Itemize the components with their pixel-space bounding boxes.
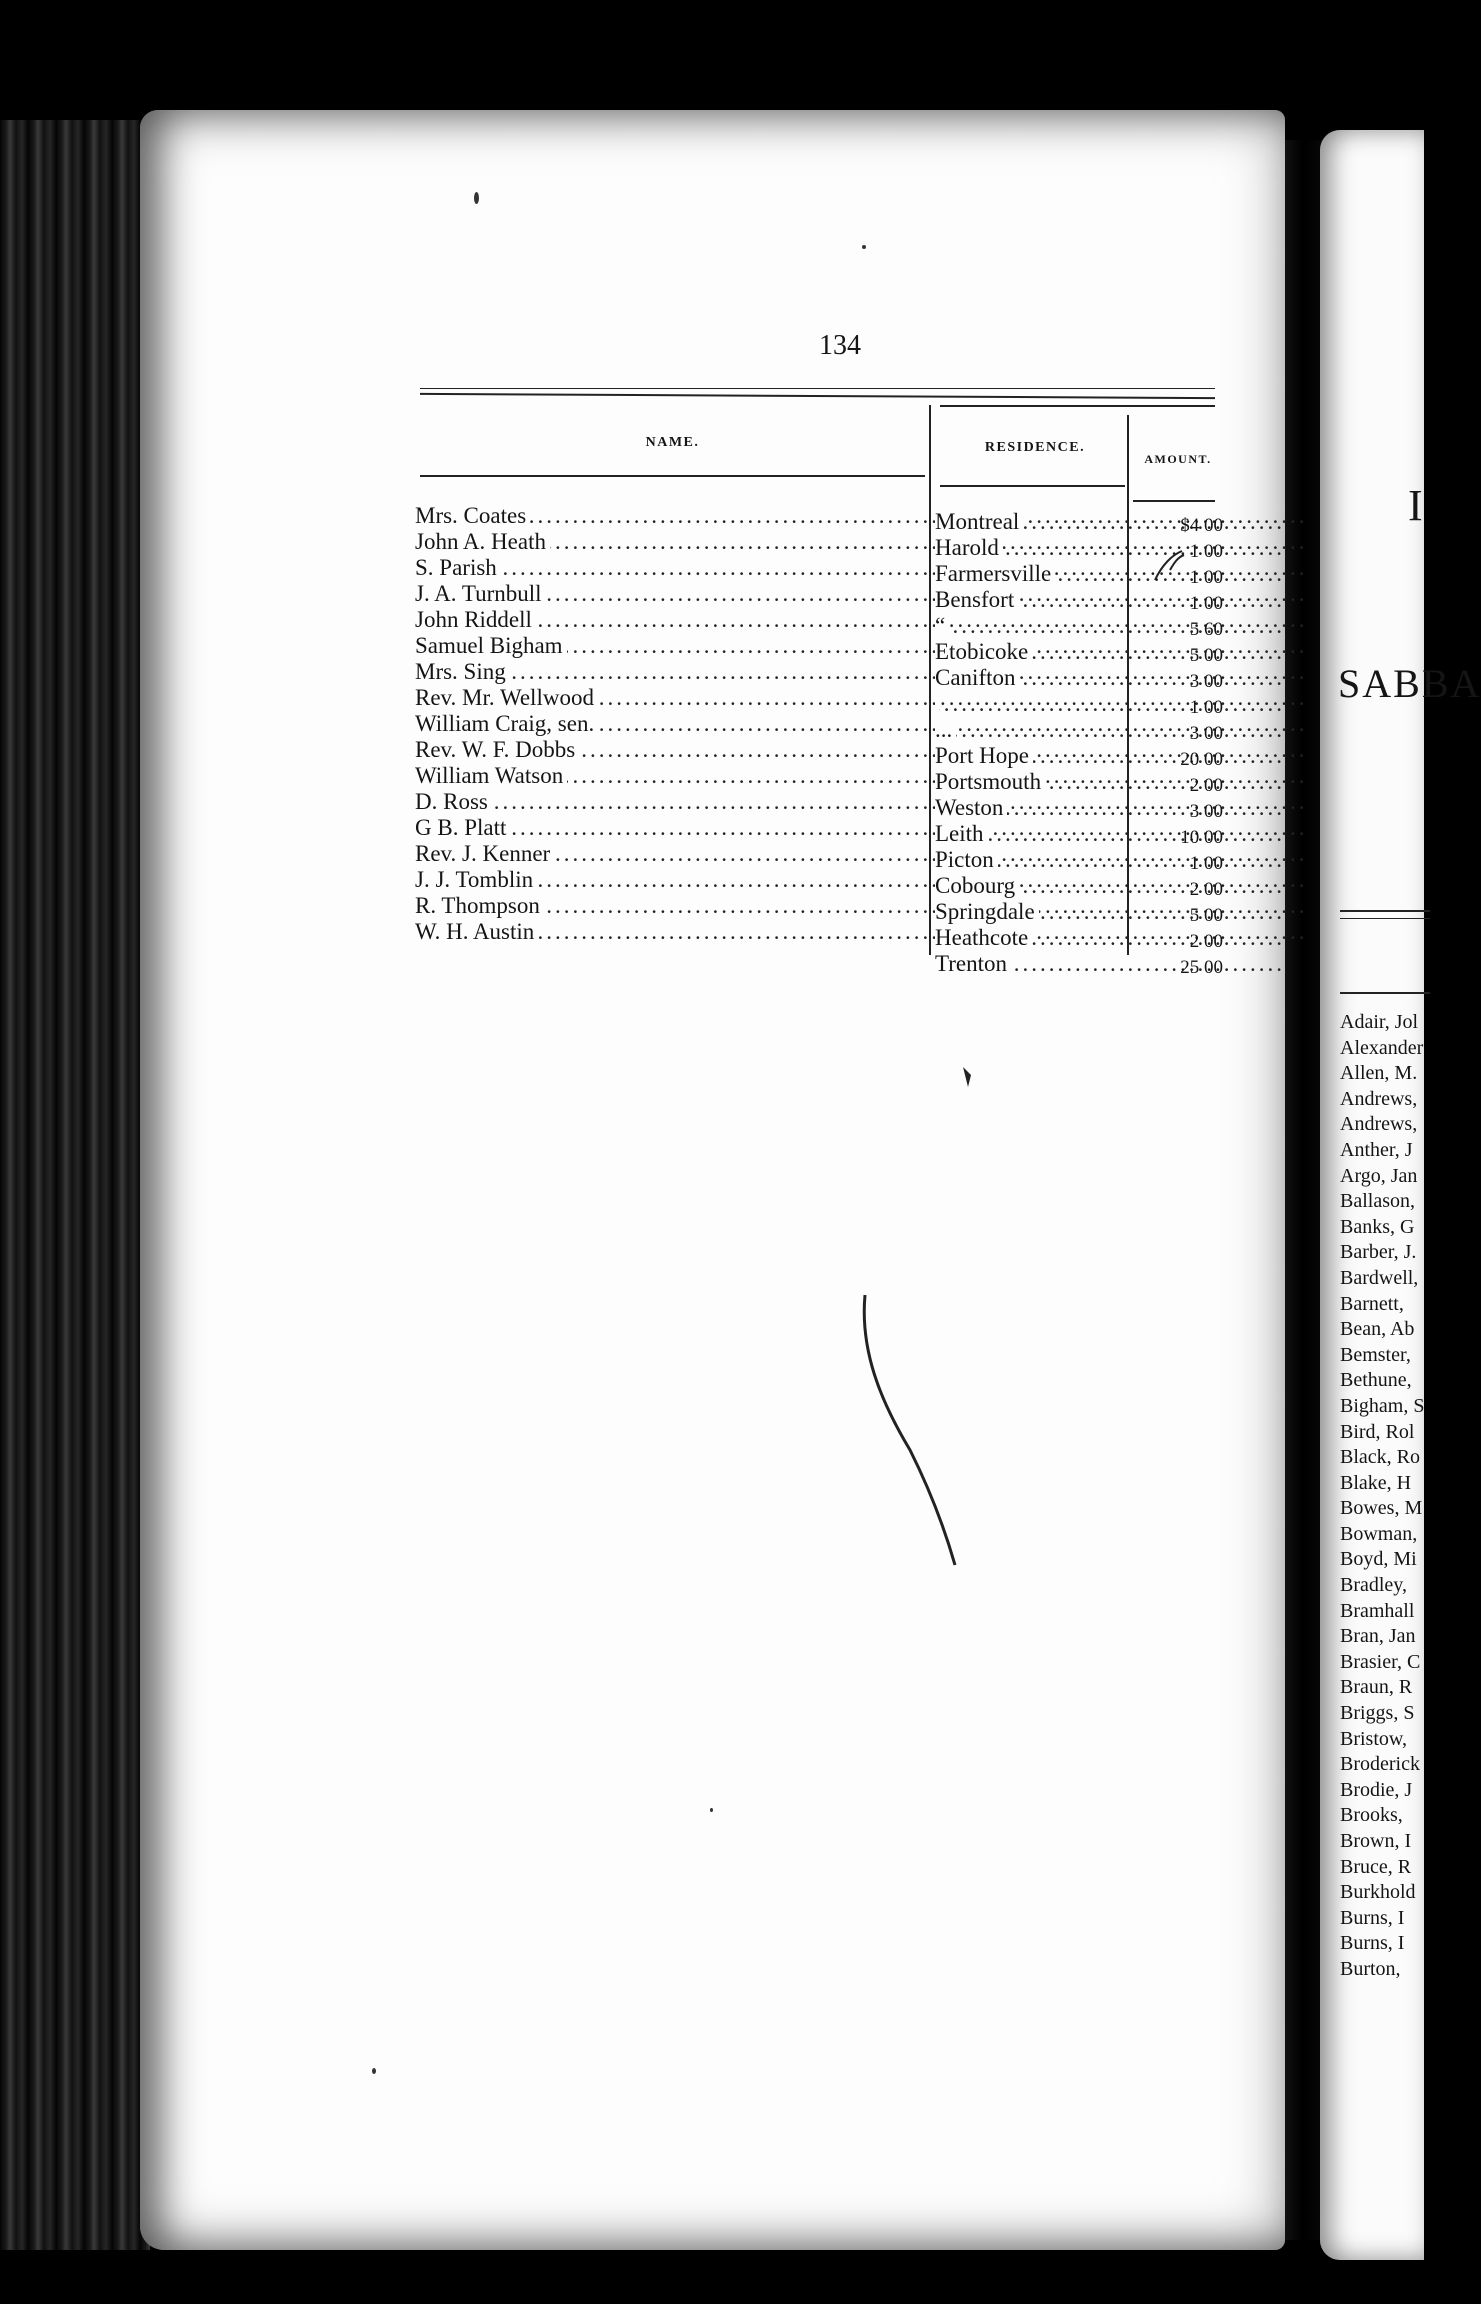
index-entry: Bowman, [1340, 1522, 1418, 1545]
index-entry: Brodie, J [1340, 1778, 1413, 1801]
index-entry: Barnett, [1340, 1292, 1404, 1315]
index-entry: Boyd, Mi [1340, 1548, 1417, 1571]
index-entry: Briggs, S [1340, 1702, 1415, 1725]
index-entry: Ballason, [1340, 1190, 1415, 1213]
index-entry: Alexander [1340, 1036, 1424, 1059]
donor-name: William Watson [415, 763, 567, 788]
donor-name: D. Ross [415, 789, 492, 814]
amount-cell: 3 00 [1189, 723, 1223, 744]
donor-name: Rev. J. Kenner [415, 841, 554, 866]
header-rule-name [420, 475, 925, 477]
residence: Etobicoke [935, 639, 1032, 664]
amount-cell: 2 00 [1189, 879, 1223, 900]
facing-rule-3 [1340, 992, 1430, 994]
index-entry: Bardwell, [1340, 1266, 1419, 1289]
index-entry: Bran, Jan [1340, 1625, 1416, 1648]
residence: Weston [935, 795, 1007, 820]
index-entry: Bemster, [1340, 1343, 1411, 1366]
amount-cell: 5 00 [1189, 905, 1223, 926]
index-entry: Bristow, [1340, 1727, 1408, 1750]
amount-cell: 10 00 [1180, 827, 1223, 848]
donor-name: R. Thompson [415, 893, 544, 918]
amount-cell: 5 60 [1189, 619, 1223, 640]
donor-name: John Riddell [415, 607, 536, 632]
speck [862, 245, 866, 249]
index-entry: Bowes, M [1340, 1497, 1423, 1520]
facing-index-list [1340, 1010, 1424, 1983]
donor-name: G B. Platt [415, 815, 510, 840]
index-entry: Barber, J. [1340, 1241, 1417, 1264]
index-entry: Adair, Jol [1340, 1011, 1419, 1033]
index-entry: Broderick [1340, 1753, 1420, 1776]
top-rule-thin [420, 388, 1215, 389]
facing-rule-2 [1340, 918, 1430, 919]
residence [935, 691, 939, 716]
top-rule-third [940, 405, 1215, 407]
residence: Springdale [935, 899, 1039, 924]
donor-name: Mrs. Sing [415, 659, 510, 684]
index-entry: Burns, I [1340, 1906, 1405, 1929]
residence: Leith [935, 821, 988, 846]
amount-cell: 3 00 [1189, 801, 1223, 822]
ink-blot [960, 1065, 974, 1089]
pen-stroke-mark [850, 1290, 970, 1570]
residence: Portsmouth [935, 769, 1045, 794]
index-entry: Bethune, [1340, 1369, 1412, 1392]
index-entry: Bruce, R [1340, 1855, 1412, 1878]
donor-name: William Craig, sen. [415, 711, 598, 736]
speck [372, 2068, 376, 2074]
amount-cell: 1 00 [1189, 853, 1223, 874]
amount-cell: 2 00 [1189, 775, 1223, 796]
index-entry: Braun, R [1340, 1676, 1413, 1699]
index-entry: Burns, I [1340, 1932, 1405, 1955]
speck [474, 192, 479, 204]
facing-title: SABBA [1338, 661, 1481, 706]
index-entry: Argo, Jan [1340, 1164, 1418, 1187]
header-amount: AMOUNT. [1144, 452, 1212, 466]
residence: Farmersville [935, 561, 1055, 586]
index-entry: Blake, H [1340, 1471, 1412, 1494]
book-spine [0, 120, 150, 2250]
amount-cell: 1 00 [1189, 697, 1223, 718]
residence-cell [935, 951, 1133, 977]
index-entry: Bean, Ab [1340, 1318, 1415, 1341]
donor-name: John A. Heath [415, 529, 550, 554]
residence: Heathcote [935, 925, 1032, 950]
header-rule-amount [1133, 500, 1215, 502]
donor-name: Samuel Bigham [415, 633, 567, 658]
donor-name: J. A. Turnbull [415, 581, 546, 606]
donor-name: Rev. Mr. Wellwood [415, 685, 598, 710]
page-number: 134 [819, 330, 861, 361]
index-entry: Bird, Rol [1340, 1420, 1415, 1443]
amount-cell: 25 00 [1180, 957, 1223, 978]
index-entry: Anther, J [1340, 1138, 1413, 1161]
residence: Canifton [935, 665, 1020, 690]
table-row [415, 951, 1223, 978]
amount-cell: $4 00 [1180, 515, 1223, 536]
index-entry: Banks, G [1340, 1215, 1415, 1238]
residence: ... [935, 717, 956, 742]
index-entry: Burton, [1340, 1957, 1401, 1980]
index-entry: Black, Ro [1340, 1446, 1420, 1469]
index-entry: Brown, I [1340, 1830, 1412, 1852]
donor-name: Mrs. Coates [415, 503, 530, 528]
residence: Trenton [935, 951, 1011, 976]
header-rule-residence [940, 485, 1125, 487]
residence: Harold [935, 535, 1003, 560]
amount-cell: 2 00 [1189, 931, 1223, 952]
donor-name: W. H. Austin [415, 919, 538, 944]
index-entry: Bradley, [1340, 1574, 1408, 1597]
speck [710, 1808, 713, 1812]
amount-cell: 3 00 [1189, 671, 1223, 692]
index-entry: Andrews, [1340, 1113, 1418, 1136]
amount-cell: 5 00 [1189, 645, 1223, 666]
donor-name: S. Parish [415, 555, 501, 580]
right-page [1320, 130, 1481, 2260]
facing-initial: I [1408, 481, 1423, 530]
index-entry: Bramhall [1340, 1599, 1415, 1622]
residence: Bensfort [935, 587, 1018, 612]
header-residence: RESIDENCE. [984, 440, 1086, 455]
index-entry: Andrews, [1340, 1087, 1418, 1110]
residence: Montreal [935, 509, 1023, 534]
donor-name: Rev. W. F. Dobbs [415, 737, 579, 762]
ink-check-mark [1150, 545, 1190, 585]
donor-name: J. J. Tomblin [415, 867, 537, 892]
index-entry: Allen, M. [1340, 1062, 1418, 1085]
index-entry: Burkhold [1340, 1881, 1416, 1904]
amount-cell: 20 00 [1180, 749, 1223, 770]
header-name: NAME. [645, 435, 700, 450]
index-entry: Brooks, [1340, 1804, 1403, 1827]
amount-cell: 1 00 [1189, 541, 1223, 562]
residence-cell [935, 925, 1133, 951]
residence: Picton [935, 847, 998, 872]
residence: Port Hope [935, 743, 1033, 768]
amount-cell: 1 00 [1189, 567, 1223, 588]
left-page [140, 110, 1285, 2250]
index-entry: Brasier, C [1340, 1650, 1421, 1673]
residence: Cobourg [935, 873, 1019, 898]
residence: “ [935, 613, 949, 638]
index-entry: Bigham, S [1340, 1394, 1425, 1417]
facing-rule-1 [1340, 910, 1430, 912]
amount-cell: 1 00 [1189, 593, 1223, 614]
